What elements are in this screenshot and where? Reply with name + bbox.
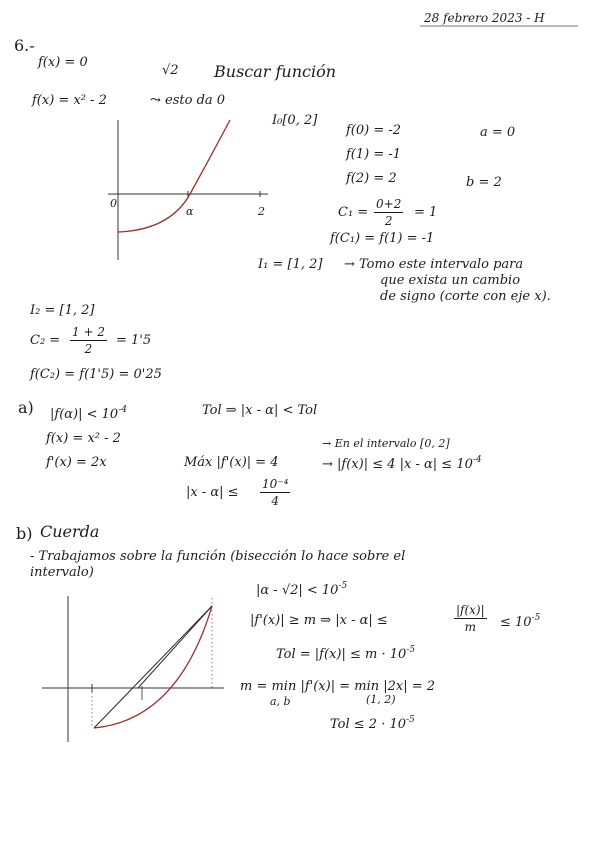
interval-i1: I₁ = [1, 2] <box>258 257 323 272</box>
part-b-inequality-numerator: |f(x)| <box>456 603 485 617</box>
c1-rhs: = 1 <box>414 205 438 220</box>
c2-numerator: 1 + 2 <box>72 325 105 339</box>
graph1-curve <box>118 120 230 232</box>
initial-interval: I₀[0, 2] <box>272 113 318 128</box>
c1-fraction <box>374 198 403 227</box>
part-b-tol-exp: -5 <box>406 645 416 655</box>
c1-numerator: 0+2 <box>376 197 402 211</box>
part-b-description-1: - Trabajamos sobre la función (bisección lo hace sobre el <box>30 549 406 564</box>
header-date: 28 febrero 2023 - H <box>424 11 545 25</box>
part-b-m-sub-interval: (1, 2) <box>366 693 396 706</box>
part-b-inequality-fraction <box>454 604 487 633</box>
part-b-condition-exp: -5 <box>338 581 348 591</box>
b-value: b = 2 <box>466 175 502 190</box>
part-a-condition-exp: -4 <box>118 405 127 415</box>
graph-chord <box>38 588 228 744</box>
part-b-label: b) <box>16 524 33 543</box>
part-a-inequality <box>322 456 482 471</box>
part-b-title: Cuerda <box>40 522 100 541</box>
graph2-chord-2 <box>138 606 212 688</box>
part-b-inequality-rhs-base: ≤ 10 <box>500 615 532 630</box>
part-b-tol-base: Tol = |f(x)| ≤ m · 10 <box>276 647 407 662</box>
interval-i2: I₂ = [1, 2] <box>30 303 95 318</box>
part-b-tol <box>276 646 415 661</box>
part-b-tol-final-exp: -5 <box>406 715 415 725</box>
exercise-number: 6.- <box>14 36 35 55</box>
part-a-condition-base: |f(α)| < 10 <box>50 407 119 422</box>
graph1-two-label: 2 <box>258 205 265 218</box>
part-b-m-sub-ab: a, b <box>270 695 291 708</box>
part-a-inequality-base: → |f(x)| ≤ 4 |x - α| ≤ 10 <box>322 457 473 472</box>
f-of-2: f(2) = 2 <box>346 171 397 186</box>
f-of-1: f(1) = -1 <box>346 147 402 162</box>
part-b-inequality-denominator: m <box>464 620 477 634</box>
part-a-note: → En el intervalo [0, 2] <box>322 437 450 450</box>
task-label: Buscar función <box>214 62 337 81</box>
part-b-m-line: m = min |f'(x)| = min |2x| = 2 <box>240 679 436 694</box>
i1-note-line2: que exista un cambio <box>380 273 521 288</box>
c1-lhs: C₁ = <box>338 205 369 220</box>
f-of-c1: f(C₁) = f(1) = -1 <box>330 231 435 246</box>
part-a-condition <box>50 406 127 421</box>
header-underline <box>420 24 580 28</box>
graph1-alpha-label: α <box>186 205 194 218</box>
part-b-condition <box>256 582 347 597</box>
part-a-inequality-exp: -4 <box>472 455 482 465</box>
part-a-tol-line: Tol ⇒ |x - α| < Tol <box>202 403 318 418</box>
part-b-inequality-rhs <box>500 614 540 629</box>
a-value: a = 0 <box>480 125 516 140</box>
c2-fraction <box>70 326 107 355</box>
c2-rhs: = 1'5 <box>116 333 152 348</box>
part-b-tol-final-base: Tol ≤ 2 · 10 <box>330 717 407 732</box>
f-of-c2: f(C₂) = f(1'5) = 0'25 <box>30 367 162 382</box>
part-a-derivative: f'(x) = 2x <box>46 455 107 470</box>
arrow-note: ⤳ esto da 0 <box>150 93 226 108</box>
part-b-inequality-exp: -5 <box>531 613 541 623</box>
part-a-max: Máx |f'(x)| = 4 <box>184 455 279 470</box>
c2-denominator: 2 <box>84 342 93 356</box>
c1-denominator: 2 <box>384 214 393 228</box>
part-a-function: f(x) = x² - 2 <box>46 431 121 446</box>
sqrt2-label: √2 <box>162 63 179 78</box>
i1-note-line3: de signo (corte con eje x). <box>380 289 551 304</box>
part-a-result-lhs: |x - α| ≤ <box>186 485 239 500</box>
part-b-tol-final <box>330 716 415 731</box>
part-b-inequality-lhs: |f'(x)| ≥ m ⇒ |x - α| ≤ <box>250 613 388 628</box>
part-a-result-numerator: 10⁻⁴ <box>262 477 289 491</box>
part-a-result-fraction <box>260 478 290 507</box>
i1-note-line1: → Tomo este intervalo para <box>344 257 524 272</box>
part-b-description-2: intervalo) <box>30 565 94 580</box>
part-a-label: a) <box>18 398 34 417</box>
equation-zero: f(x) = 0 <box>38 55 88 70</box>
function-def: f(x) = x² - 2 <box>32 93 107 108</box>
c2-lhs: C₂ = <box>30 333 61 348</box>
part-b-condition-base: |α - √2| < 10 <box>256 583 339 598</box>
f-of-0: f(0) = -2 <box>346 123 402 138</box>
graph2-chord-1 <box>94 606 212 728</box>
graph1-origin-label: 0 <box>110 197 117 210</box>
graph-bisection <box>100 112 280 262</box>
part-a-result-denominator: 4 <box>271 494 280 508</box>
